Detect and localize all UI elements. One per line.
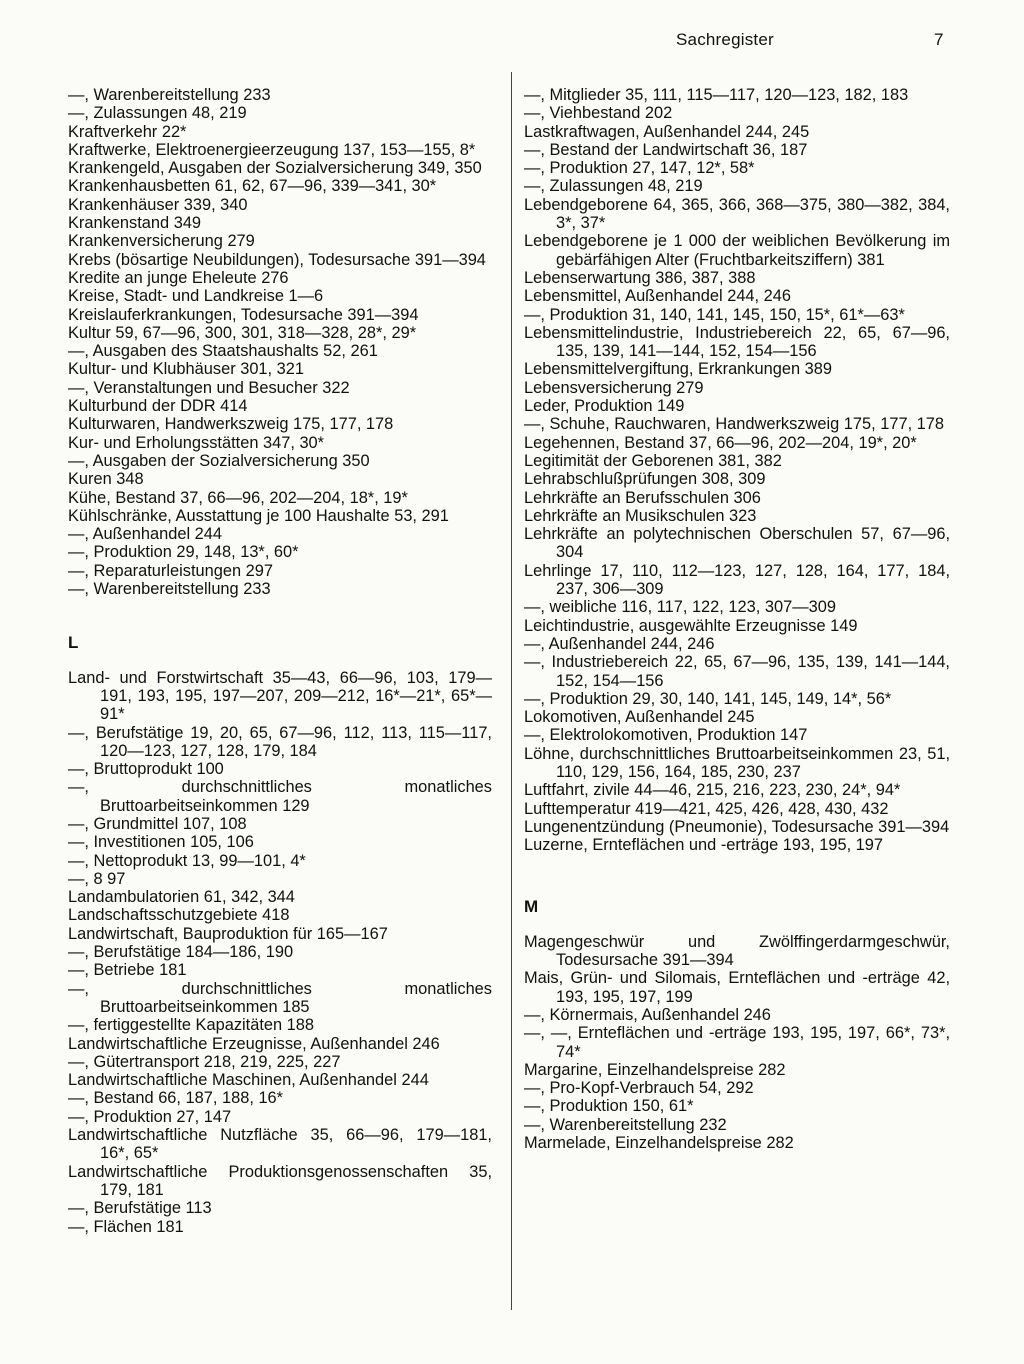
index-entry: Kultur- und Klubhäuser 301, 321 (68, 360, 305, 379)
index-entry: Marmelade, Einzelhandelspreise 282 (524, 1134, 794, 1153)
index-entry: —, durchschnittliches monatliches Bruttoarbeitseinkommen 185 (68, 979, 492, 1016)
entry-list-section (68, 669, 492, 1236)
index-entry: —, Nettoprodukt 13, 99—101, 4* (68, 851, 306, 870)
entry-list-section (524, 933, 950, 1153)
index-entry: —, Außenhandel 244, 246 (524, 634, 715, 653)
index-entry: Luzerne, Ernteflächen und -erträge 193, 195, 197 (524, 836, 884, 855)
index-entry: —, Warenbereitstellung 233 (68, 86, 271, 104)
index-entry: —, Produktion 27, 147, 12*, 58* (524, 159, 755, 178)
index-entry: Lebendgeborene je 1 000 der weiblichen Bevölkerung im gebärfähigen Alter (Fruchtbarkeitsziffern) 381 (524, 232, 950, 269)
index-entry: —, Zulassungen 48, 219 (524, 177, 703, 196)
index-entry: Krankengeld, Ausgaben der Sozialversicherung 349, 350 (68, 159, 482, 178)
index-entry: Kraftwerke, Elektroenergieerzeugung 137, 153—155, 8* (68, 140, 476, 159)
index-entry: —, Bruttoprodukt 100 (68, 760, 224, 779)
left-column (68, 86, 492, 1236)
index-entry: Krankenversicherung 279 (68, 232, 255, 251)
index-entry: —, Produktion 150, 61* (524, 1097, 694, 1116)
index-entry: Krankenhäuser 339, 340 (68, 195, 248, 214)
index-entry: Legitimität der Geborenen 381, 382 (524, 451, 782, 470)
running-header-title: Sachregister (676, 30, 774, 49)
index-entry: Kultur 59, 67—96, 300, 301, 318—328, 28*, 29* (68, 323, 417, 342)
section-letter: L (68, 633, 79, 653)
index-entry: —, Veranstaltungen und Besucher 322 (68, 378, 350, 397)
index-entry: —, —, Ernteflächen und -erträge 193, 195, 197, 66*, 73*, 74* (524, 1024, 950, 1061)
index-entry: Lungenentzündung (Pneumonie), Todesursache 391—394 (524, 817, 950, 836)
index-entry: Kühe, Bestand 37, 66—96, 202—204, 18*, 19* (68, 488, 408, 507)
index-entry: —, Bestand 66, 187, 188, 16* (68, 1089, 284, 1108)
index-entry: Landwirtschaftliche Nutzfläche 35, 66—96, 179—181, 16*, 65* (68, 1126, 492, 1163)
index-entry: Lebensmittelindustrie, Industriebereich 22, 65, 67—96, 135, 139, 141—144, 152, 154—156 (524, 323, 950, 361)
index-entry: Kreislauferkrankungen, Todesursache 391—394 (68, 305, 419, 324)
index-entry: Kulturwaren, Handwerkszweig 175, 177, 178 (68, 415, 394, 434)
index-entry: —, Berufstätige 184—186, 190 (68, 943, 294, 962)
index-entry: Kraftverkehr 22* (68, 122, 187, 141)
index-entry: Kredite an junge Eheleute 276 (68, 268, 289, 287)
index-entry: —, Produktion 31, 140, 141, 145, 150, 15*, 61*—63* (524, 305, 905, 324)
index-entry: Löhne, durchschnittliches Bruttoarbeitseinkommen 23, 51, 110, 129, 156, 164, 185, 230, 237 (524, 744, 950, 781)
index-entry: Kulturbund der DDR 414 (68, 397, 248, 416)
index-entry: —, Schuhe, Rauchwaren, Handwerkszweig 175, 177, 178 (524, 415, 945, 434)
index-entry: Land- und Forstwirtschaft 35—43, 66—96, 103, 179—191, 193, 195, 197—207, 209—212, 16*—21*, 65*—91* (68, 668, 492, 724)
index-entry: —, Mitglieder 35, 111, 115—117, 120—123, 182, 183 (524, 86, 909, 104)
index-entry: Luftfahrt, zivile 44—46, 215, 216, 223, 230, 24*, 94* (524, 781, 901, 800)
index-entry: —, Pro-Kopf-Verbrauch 54, 292 (524, 1079, 754, 1098)
index-entry: —, Berufstätige 113 (68, 1199, 212, 1218)
index-entry: Lebensversicherung 279 (524, 378, 704, 397)
index-entry: Lehrkräfte an Musikschulen 323 (524, 506, 757, 525)
index-entry: —, Flächen 181 (68, 1217, 184, 1236)
index-entry: —, Berufstätige 19, 20, 65, 67—96, 112, 113, 115—117, 120—123, 127, 128, 179, 184 (68, 723, 492, 760)
index-entry: Mais, Grün- und Silomais, Ernteflächen und -erträge 42, 193, 195, 197, 199 (524, 969, 950, 1006)
index-entry: —, Ausgaben des Staatshaushalts 52, 261 (68, 342, 378, 361)
index-entry: —, durchschnittliches monatliches Bruttoarbeitseinkommen 129 (68, 778, 492, 815)
index-entry: Lehrkräfte an Berufsschulen 306 (524, 488, 761, 507)
index-entry: Lehrkräfte an polytechnischen Oberschulen 57, 67—96, 304 (524, 525, 950, 562)
index-entry: Legehennen, Bestand 37, 66—96, 202—204, 19*, 20* (524, 433, 917, 452)
index-entry: —, Produktion 29, 30, 140, 141, 145, 149, 14*, 56* (524, 689, 892, 708)
index-entry: —, fertiggestellte Kapazitäten 188 (68, 1016, 315, 1035)
index-entry: —, Produktion 27, 147 (68, 1107, 232, 1126)
index-entry: Landwirtschaftliche Produktionsgenossenschaften 35, 179, 181 (68, 1162, 492, 1199)
index-entry: Margarine, Einzelhandelspreise 282 (524, 1060, 786, 1079)
index-entry: Lebensmittel, Außenhandel 244, 246 (524, 287, 792, 306)
index-entry: —, Investitionen 105, 106 (68, 833, 254, 852)
page-number: 7 (934, 30, 944, 49)
index-entry: Landwirtschaftliche Erzeugnisse, Außenhandel 246 (68, 1034, 440, 1053)
index-entry: Kuren 348 (68, 470, 144, 489)
section-letter: M (524, 897, 539, 917)
entry-list-top (524, 86, 950, 854)
index-entry: Kühlschränke, Ausstattung je 100 Haushalte 53, 291 (68, 506, 449, 525)
index-entry: Lokomotiven, Außenhandel 245 (524, 708, 755, 727)
index-entry: —, Industriebereich 22, 65, 67—96, 135, 139, 141—144, 152, 154—156 (524, 653, 950, 690)
entry-list-top (68, 86, 492, 598)
index-entry: —, Produktion 29, 148, 13*, 60* (68, 543, 299, 562)
index-entry: Landschaftsschutzgebiete 418 (68, 906, 290, 925)
index-entry: —, Viehbestand 202 (524, 104, 673, 123)
index-entry: Lastkraftwagen, Außenhandel 244, 245 (524, 122, 810, 141)
index-entry: Leichtindustrie, ausgewählte Erzeugnisse 149 (524, 616, 858, 635)
index-entry: Lebendgeborene 64, 365, 366, 368—375, 380—382, 384, 3*, 37* (524, 195, 950, 233)
index-entry: —, Warenbereitstellung 232 (524, 1115, 727, 1134)
index-entry: —, 8 97 (68, 869, 126, 888)
index-entry: —, Zulassungen 48, 219 (68, 104, 247, 123)
index-entry: —, Bestand der Landwirtschaft 36, 187 (524, 140, 808, 159)
index-entry: —, Ausgaben der Sozialversicherung 350 (68, 451, 370, 470)
index-entry: Kur- und Erholungsstätten 347, 30* (68, 433, 325, 452)
index-entry: Krankenhausbetten 61, 62, 67—96, 339—341, 30* (68, 177, 437, 196)
index-entry: Krebs (bösartige Neubildungen), Todesursache 391—394 (68, 250, 486, 269)
index-entry: —, Betriebe 181 (68, 961, 187, 980)
right-column (524, 86, 950, 1152)
index-entry: Krankenstand 349 (68, 214, 202, 233)
index-entry: —, Körnermais, Außenhandel 246 (524, 1005, 771, 1024)
index-entry: —, Reparaturleistungen 297 (68, 561, 274, 580)
index-entry: Lufttemperatur 419—421, 425, 426, 428, 430, 432 (524, 799, 889, 818)
index-entry: —, Grundmittel 107, 108 (68, 814, 247, 833)
index-entry: —, Außenhandel 244 (68, 525, 223, 544)
index-entry: Leder, Produktion 149 (524, 397, 685, 416)
index-entry: —, Elektrolokomotiven, Produktion 147 (524, 726, 808, 745)
index-entry: Lebensmittelvergiftung, Erkrankungen 389 (524, 360, 832, 379)
index-entry: Magengeschwür und Zwölffingerdarmgeschwür, Todesursache 391—394 (524, 932, 950, 970)
index-entry: Kreise, Stadt- und Landkreise 1—6 (68, 287, 324, 306)
index-entry: Lehrlinge 17, 110, 112—123, 127, 128, 164, 177, 184, 237, 306—309 (524, 561, 950, 599)
index-entry: —, Gütertransport 218, 219, 225, 227 (68, 1052, 341, 1071)
column-divider (511, 72, 512, 1310)
index-entry: Landwirtschaftliche Maschinen, Außenhandel 244 (68, 1071, 429, 1090)
index-entry: —, weibliche 116, 117, 122, 123, 307—309 (524, 598, 836, 617)
index-entry: Lebenserwartung 386, 387, 388 (524, 268, 756, 287)
index-entry: Lehrabschlußprüfungen 308, 309 (524, 470, 766, 489)
index-entry: Landambulatorien 61, 342, 344 (68, 888, 295, 907)
index-entry: Landwirtschaft, Bauproduktion für 165—167 (68, 924, 388, 943)
index-entry: —, Warenbereitstellung 233 (68, 580, 271, 599)
